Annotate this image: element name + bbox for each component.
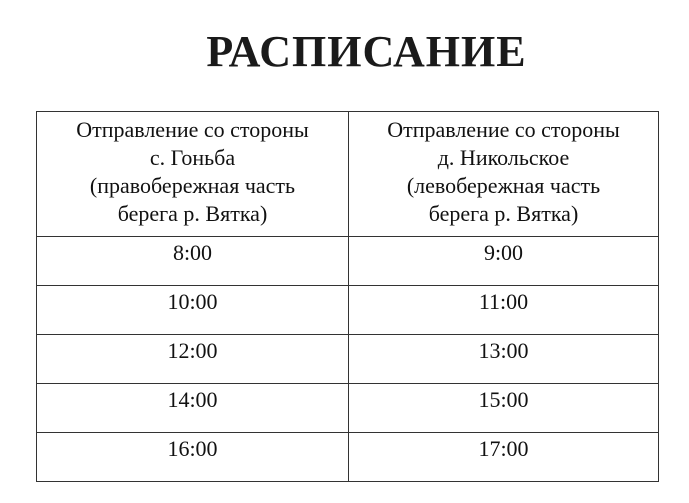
departure-time: 14:00	[37, 384, 349, 433]
departure-time: 17:00	[349, 433, 659, 482]
table-row	[37, 286, 659, 335]
departure-time: 9:00	[349, 237, 659, 286]
table-row	[37, 384, 659, 433]
schedule-table	[36, 111, 659, 482]
table-row	[37, 335, 659, 384]
departure-time: 16:00	[37, 433, 349, 482]
departure-time: 8:00	[37, 237, 349, 286]
table-row	[37, 433, 659, 482]
header-line: (правобережная часть	[89, 173, 296, 198]
header-line: берега р. Вятка)	[117, 201, 268, 226]
column-header-gonba	[37, 112, 349, 237]
departure-time: 13:00	[349, 335, 659, 384]
departure-time: 10:00	[37, 286, 349, 335]
header-line: берега р. Вятка)	[428, 201, 579, 226]
table-header-row	[37, 112, 659, 237]
page-title: РАСПИСАНИЕ	[206, 27, 527, 76]
header-line: с. Гоньба	[149, 145, 236, 170]
header-line: (левобережная часть	[406, 173, 601, 198]
column-header-nikolskoe	[349, 112, 659, 237]
header-line: Отправление со стороны	[76, 117, 309, 142]
header-line: Отправление со стороны	[387, 117, 620, 142]
table-row	[37, 237, 659, 286]
departure-time: 15:00	[349, 384, 659, 433]
departure-time: 12:00	[37, 335, 349, 384]
departure-time: 11:00	[349, 286, 659, 335]
header-line: д. Никольское	[437, 145, 570, 170]
